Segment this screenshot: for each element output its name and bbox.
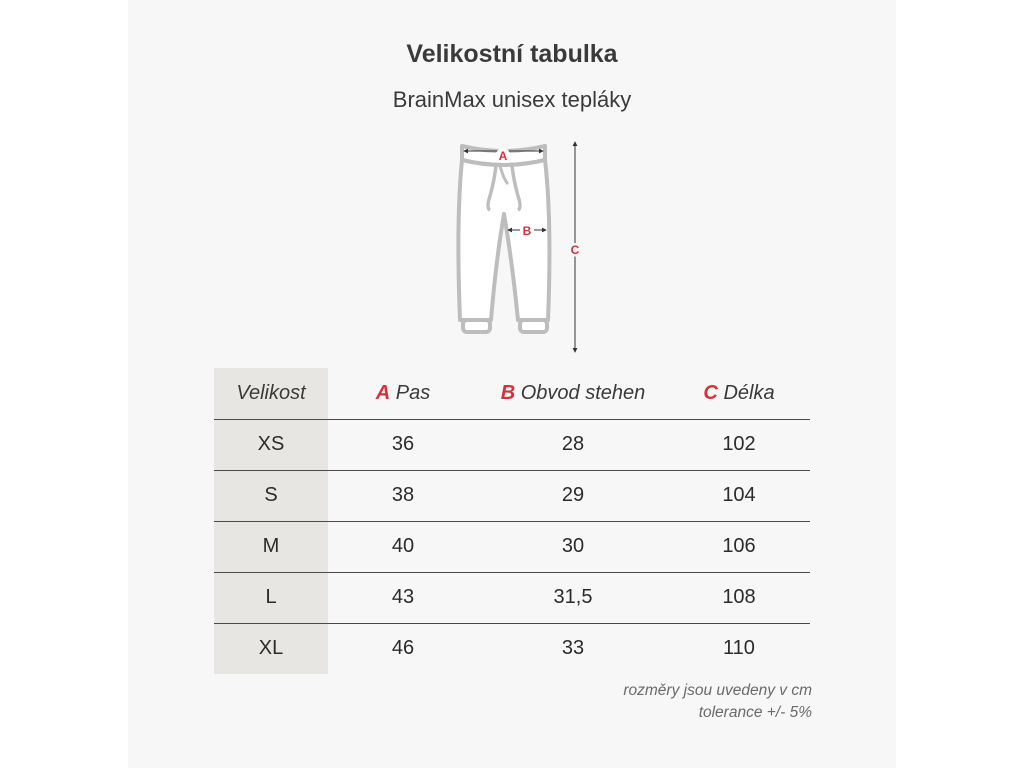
size-cell: XS [214,419,328,470]
table-row [214,623,810,674]
label-b: B [522,224,532,238]
pants-outline-icon [438,130,598,360]
table-row [214,521,810,572]
thigh-cell: 29 [478,470,668,521]
size-cell: S [214,470,328,521]
product-subtitle: BrainMax unisex tepláky [392,87,632,112]
length-cell: 106 [668,521,810,572]
size-cell: XL [214,623,328,674]
header-size: Velikost [214,368,328,419]
label-c: C [570,243,580,257]
thigh-cell: 31,5 [478,572,668,623]
table-row [214,419,810,470]
length-cell: 108 [668,572,810,623]
waist-cell: 36 [328,419,478,470]
label-a: A [498,149,508,163]
tolerance-note: tolerance +/- 5% [698,704,812,721]
table-row [214,572,810,623]
thigh-cell: 28 [478,419,668,470]
waist-cell: 40 [328,521,478,572]
thigh-cell: 30 [478,521,668,572]
length-cell: 102 [668,419,810,470]
header-thigh: B Obvod stehen [500,381,646,404]
size-cell: M [214,521,328,572]
length-cell: 104 [668,470,810,521]
size-table [214,368,810,674]
waist-cell: 43 [328,572,478,623]
header-waist: A Pas [375,381,431,404]
thigh-cell: 33 [478,623,668,674]
units-note: rozměry jsou uvedeny v cm [623,682,812,699]
table-header-row [214,368,810,419]
length-cell: 110 [668,623,810,674]
size-cell: L [214,572,328,623]
size-chart-sheet [128,0,896,768]
waist-cell: 46 [328,623,478,674]
table-row [214,470,810,521]
page-title: Velikostní tabulka [406,40,618,68]
waist-cell: 38 [328,470,478,521]
footnote [623,680,812,724]
header-length: C Délka [703,381,775,404]
